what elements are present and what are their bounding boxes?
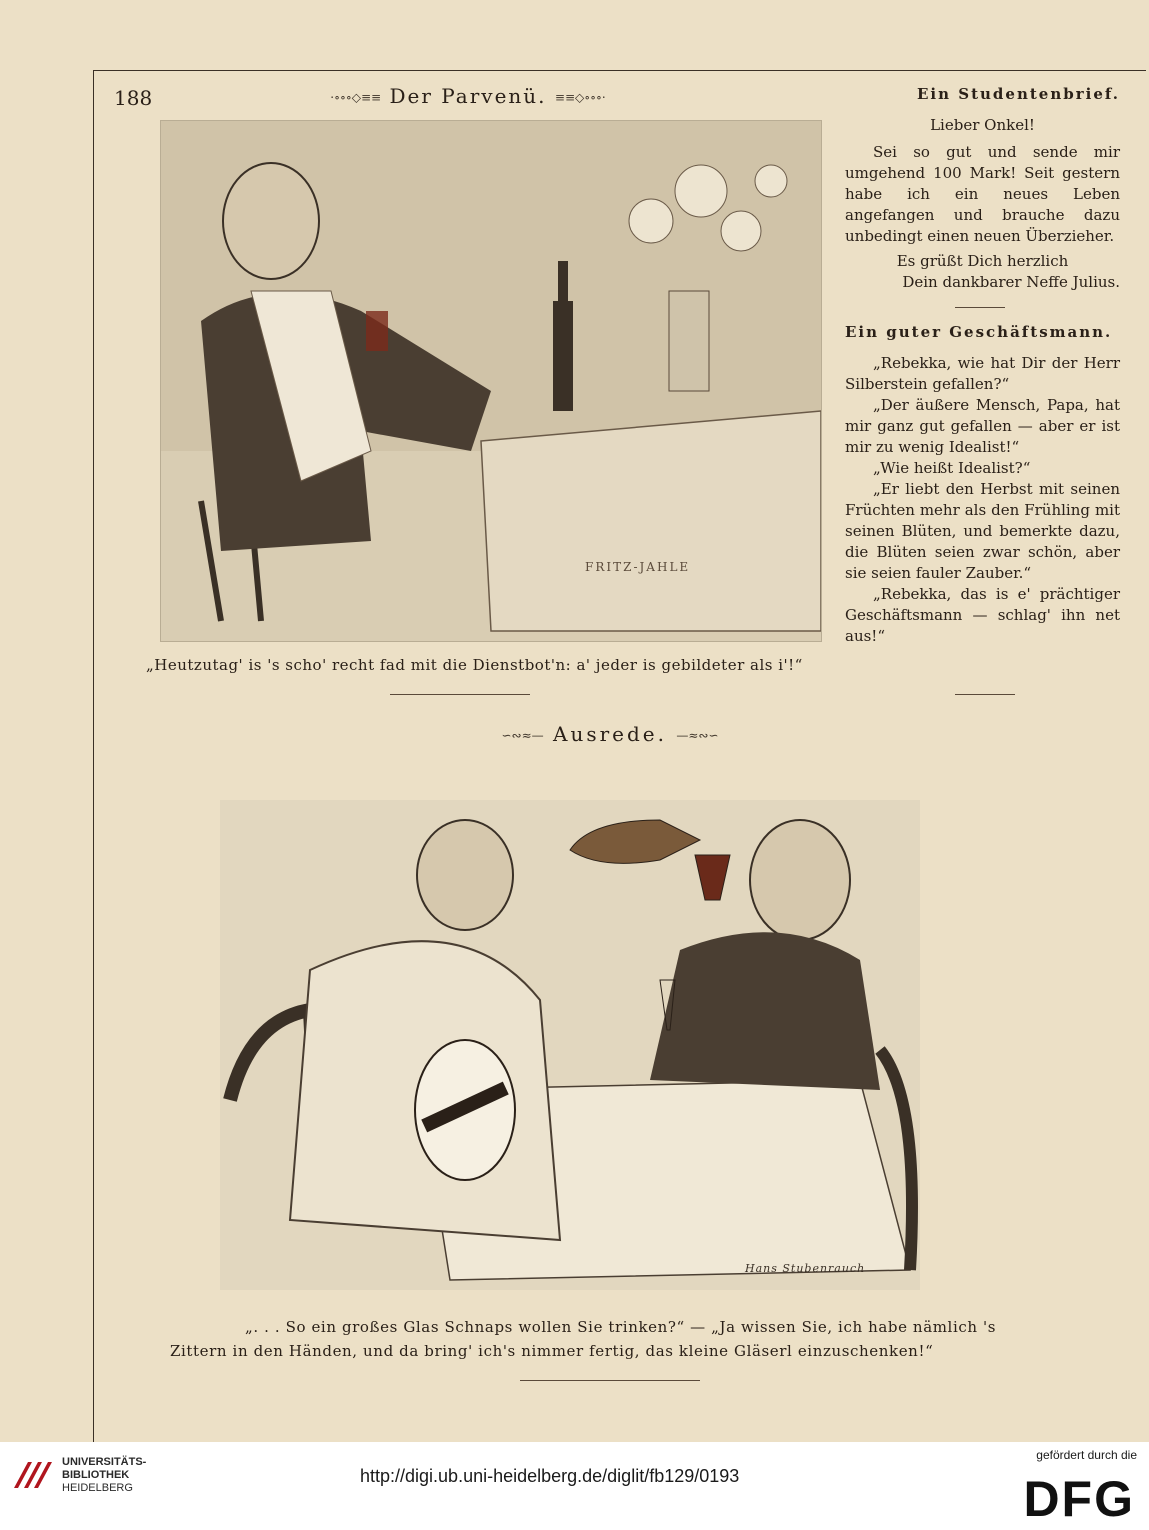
illustration-ausrede-caption-line2: Zittern in den Händen, und da bring' ich's nimmer fertig, das kleine Gläserl einzuschenken!“	[170, 1342, 934, 1360]
section-rule-left	[390, 694, 530, 695]
letter-salutation: Lieber Onkel!	[930, 116, 1035, 134]
digital-object-url[interactable]: http://digi.ub.uni-heidelberg.de/diglit/fb129/0193	[360, 1466, 740, 1486]
letter-body: Sei so gut und sende mir umgehend 100 Mark! Seit gestern habe ich ein neues Leben angefangen und brauche dazu unbedingt einen neuen Überzieher.	[845, 143, 1120, 245]
illustration-parvenu	[160, 120, 822, 642]
right-column	[845, 84, 1120, 647]
dialogue-paragraph: „Er liebt den Herbst mit seinen Früchten mehr als den Frühling mit seinen Blüten, und bemerkte dazu, die Blüten seien zwar schön, aber sie seien fauler Zauber.“	[845, 480, 1120, 582]
letter-signature: Dein dankbarer Neffe Julius.	[902, 273, 1120, 291]
headline-text: Der Parvenü.	[389, 84, 547, 108]
funding-note: gefördert durch die	[1036, 1448, 1137, 1462]
section-rule-right	[955, 694, 1015, 695]
page-headline	[318, 84, 618, 108]
dialogue-paragraph: „Wie heißt Idealist?“	[873, 459, 1031, 477]
article-geschaeftsmann-title: Ein guter Geschäftsmann.	[845, 323, 1113, 341]
ausrede-drawing	[220, 800, 920, 1290]
footer-bar	[0, 1442, 1149, 1530]
section-ausrede-text: Ausrede.	[553, 722, 667, 746]
ornament-left: ·∘∘∘◇≡≡	[330, 90, 382, 105]
library-name-line2: BIBLIOTHEK	[62, 1469, 130, 1481]
library-logo-icon	[10, 1454, 52, 1496]
library-name	[62, 1456, 146, 1495]
illustration-ausrede	[220, 800, 920, 1290]
ornament-right: ≡≡◇∘∘∘·	[554, 90, 606, 105]
section-ornament-left: ∽∾≈—	[501, 728, 544, 743]
illustration-ausrede-signature: Hans Stubenrauch	[745, 1262, 866, 1275]
illustration-ausrede-caption-line1: „. . . So ein großes Glas Schnaps wollen Sie trinken?“ — „Ja wissen Sie, ich habe nämlich 's	[245, 1318, 997, 1336]
section-ausrede-title	[480, 722, 740, 746]
illustration-parvenu-caption: „Heutzutag' is 's scho' recht fad mit die Dienstbot'n: a' jeder is gebildeter als i'!“	[146, 656, 803, 674]
parvenu-drawing	[161, 121, 821, 641]
bottom-rule	[520, 1380, 700, 1381]
illustration-parvenu-signature: FRITZ-JAHLE	[585, 560, 691, 574]
dialogue-paragraph: „Der äußere Mensch, Papa, hat mir ganz gut gefallen — aber er ist mir zu wenig Idealist!“	[845, 396, 1120, 456]
article-studentenbrief-title: Ein Studentenbrief.	[916, 85, 1120, 103]
library-name-line3: HEIDELBERG	[62, 1482, 133, 1494]
letter-closing: Es grüßt Dich herzlich	[896, 252, 1069, 270]
section-ornament-right: —≈∾∽	[676, 728, 719, 743]
dialogue-paragraph: „Rebekka, wie hat Dir der Herr Silberstein gefallen?“	[845, 354, 1120, 393]
dfg-logo: DFG	[1023, 1471, 1135, 1527]
page-number: 188	[114, 86, 153, 110]
dialogue-paragraph: „Rebekka, das is e' prächtiger Geschäftsmann — schlag' ihn net aus!“	[845, 585, 1120, 645]
library-name-line1: UNIVERSITÄTS-	[62, 1456, 147, 1468]
column-divider	[955, 307, 1005, 308]
